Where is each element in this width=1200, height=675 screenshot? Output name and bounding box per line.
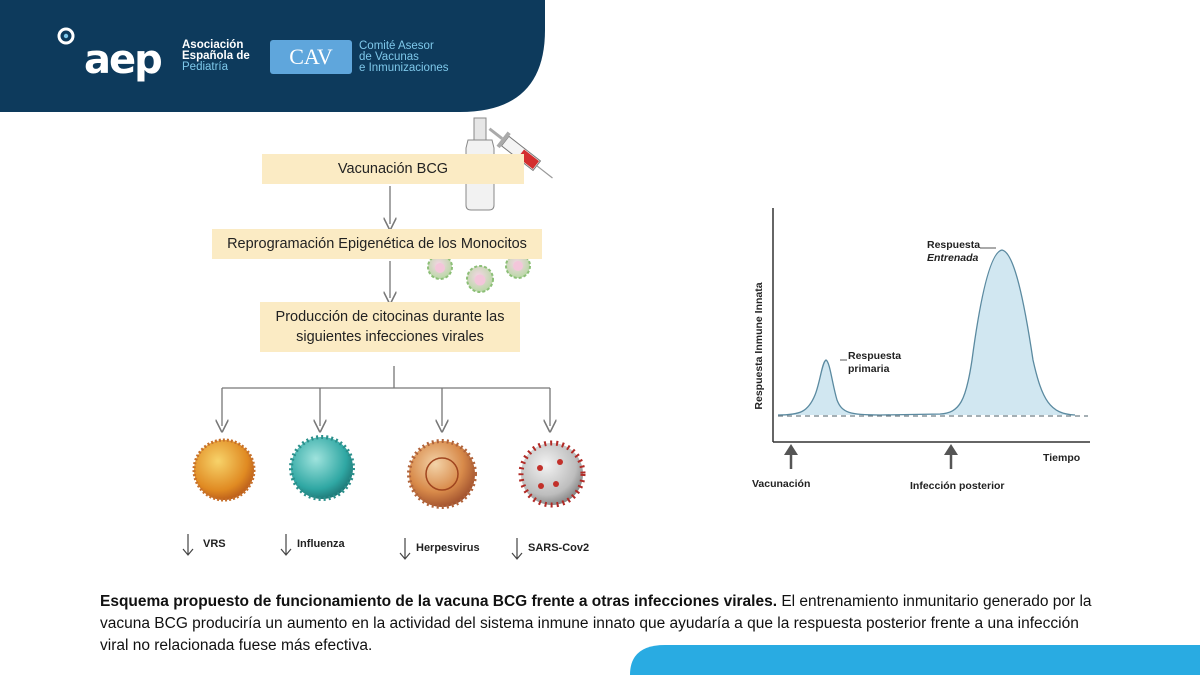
influenza-virus-icon [291,437,353,499]
step-produccion-citocinas [260,302,520,352]
step3-line1: Producción de citocinas durante las [275,309,505,325]
step3-line2: siguientes infecciones virales [296,329,484,345]
response-curve-area [778,250,1075,415]
cav-subtitle: Comité Asesor de Vacunas e Inmunizaciones [359,40,449,74]
event-infeccion-posterior-label: Infección posterior [910,480,1005,492]
cav-badge: CAV [270,40,352,74]
rsv-virus-icon [194,440,254,500]
herpesvirus-icon [409,441,475,507]
vaccination-arrow-icon [784,444,798,469]
step-reprogramacion: Reprogramación Epigenética de los Monocitos [212,229,542,259]
sars-cov2-virus-icon [521,443,583,505]
trained-response-label: Respuesta Entrenada [927,239,981,264]
monocyte-icon [467,266,493,292]
virus-label-sars-cov2: SARS-Cov2 [528,542,590,554]
infection-arrow-icon [944,444,958,469]
caption-bold: Esquema propuesto de funcionamiento de la vacuna BCG frente a otras infecciones virales. [100,593,778,610]
bottom-accent-band [630,645,1200,675]
event-vacunacion-label: Vacunación [752,478,811,490]
virus-label-influenza: Influenza [297,538,345,550]
virus-label-vrs: VRS [203,538,226,550]
step-vacunacion-bcg: Vacunación BCG [262,154,524,184]
graph-x-axis-label: Tiempo [1043,452,1081,464]
aep-subtitle: Asociación Española de Pediatría [182,39,250,73]
primary-response-label: Respuesta primaria [848,350,902,375]
caption-text: El entrenamiento inmunitario generado por la vacuna BCG produciría un aumento en la actividad del sistema inmune innato que ayudaría a que la respuesta posterior frente a una infección viral no relacionada fuese más efectiva. [100,593,1092,654]
virus-label-herpesvirus: Herpesvirus [416,542,480,554]
graph-y-axis-label: Respuesta Inmune Innata [753,282,765,410]
aep-logo: aep [84,37,161,83]
